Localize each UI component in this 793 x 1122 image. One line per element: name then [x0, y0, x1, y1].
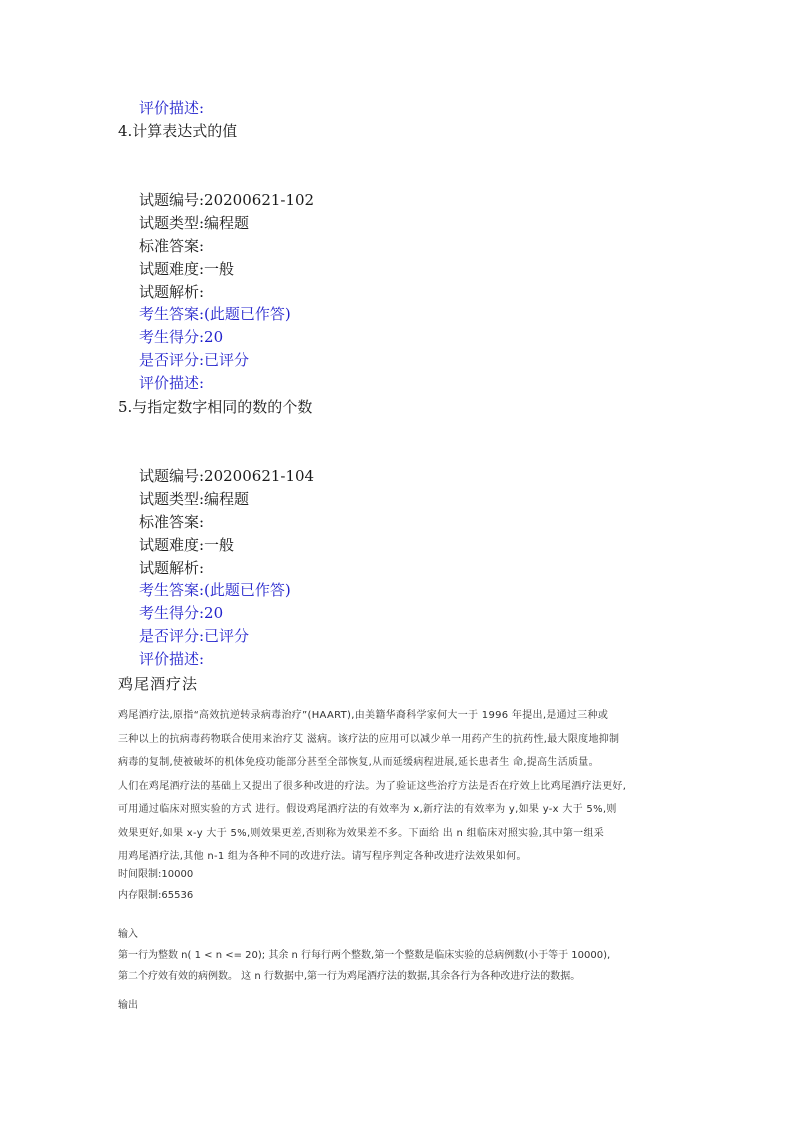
- q5-graded: 是否评分:已评分: [139, 627, 250, 645]
- q5-score: 考生得分:20: [139, 604, 224, 622]
- description-line: 效果更好,如果 x-y 大于 5%,则效果更差,否则称为效果差不多。下面给 出 n 组临床对照实验,其中第一组采: [118, 827, 605, 839]
- output-heading: 输出: [118, 1000, 138, 1011]
- description-line: 人们在鸡尾酒疗法的基础上又提出了很多种改进的疗法。为了验证这些治疗方法是否在疗效上比鸡尾酒疗法更好,: [118, 780, 627, 792]
- description-line: 用鸡尾酒疗法,其他 n-1 组为各种不同的改进疗法。请写程序判定各种改进疗法效果如何。: [118, 851, 527, 862]
- q5-student-answer: 考生答案:(此题已作答): [139, 581, 291, 599]
- description-line: 病毒的复制,使被破坏的机体免疫功能部分甚至全部恢复,从而延缓病程进展,延长患者生 命,提高生活质量。: [118, 757, 599, 768]
- q5-type: 试题类型:编程题: [139, 490, 250, 508]
- q5-analysis: 试题解析:: [139, 559, 205, 577]
- q4-std-answer: 标准答案:: [139, 237, 205, 255]
- q5-std-answer: 标准答案:: [139, 513, 205, 531]
- problem-description: [118, 704, 678, 869]
- q3-eval-desc: 评价描述:: [139, 99, 205, 117]
- description-line: 鸡尾酒疗法,原指“高效抗逆转录病毒治疗”(HAART),由美籍华裔科学家何大一于 1996 年提出,是通过三种或: [118, 710, 609, 721]
- q4-student-answer: 考生答案:(此题已作答): [139, 305, 291, 323]
- input-line: 第一行为整数 n( 1 < n <= 20); 其余 n 行每行两个整数,第一个整数是临床实验的总病例数(小于等于 10000),: [118, 950, 611, 961]
- description-line: 可用通过临床对照实验的方式 进行。假设鸡尾酒疗法的有效率为 x,新疗法的有效率为 y,如果 y-x 大于 5%,则: [118, 804, 617, 815]
- q4-id: 试题编号:20200621-102: [139, 191, 315, 209]
- q5-title: 5.与指定数字相同的数的个数: [118, 398, 313, 416]
- problem-title: 鸡尾酒疗法: [118, 675, 199, 693]
- description-line: 三种以上的抗病毒药物联合使用来治疗艾 滋病。该疗法的应用可以减少单一用药产生的抗药性,最大限度地抑制: [118, 733, 620, 745]
- q5-eval-desc: 评价描述:: [139, 650, 205, 668]
- q4-difficulty: 试题难度:一般: [139, 260, 235, 278]
- q5-difficulty: 试题难度:一般: [139, 536, 235, 554]
- input-heading: 输入: [118, 929, 138, 940]
- q4-type: 试题类型:编程题: [139, 214, 250, 232]
- q4-score: 考生得分:20: [139, 328, 224, 346]
- q5-id: 试题编号:20200621-104: [139, 467, 315, 485]
- memory-limit: 内存限制:65536: [118, 890, 194, 901]
- input-line: 第二个疗效有效的病例数。 这 n 行数据中,第一行为鸡尾酒疗法的数据,其余各行为各种改进疗法的数据。: [118, 971, 581, 982]
- time-limit: 时间限制:10000: [118, 869, 194, 880]
- q4-eval-desc: 评价描述:: [139, 374, 205, 392]
- q4-graded: 是否评分:已评分: [139, 351, 250, 369]
- q4-title: 4.计算表达式的值: [118, 122, 238, 140]
- q4-analysis: 试题解析:: [139, 283, 205, 301]
